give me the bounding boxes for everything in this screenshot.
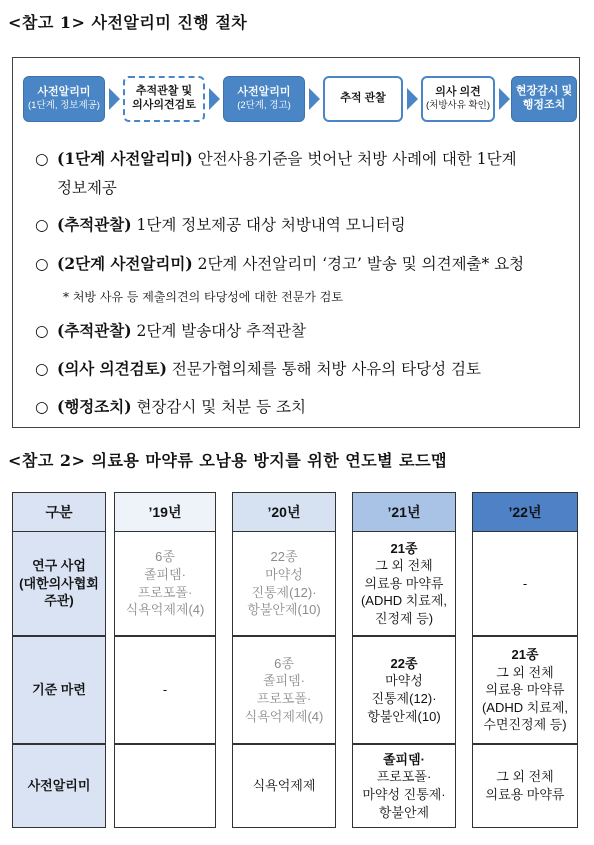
roadmap-cell-r1-y21 xyxy=(352,636,456,744)
cell-line: 졸피뎀· xyxy=(262,673,305,689)
item-text-cont: 정보제공 xyxy=(57,179,117,197)
cell-line: 프로포폴· xyxy=(256,691,312,706)
roadmap-cell-r2-y20 xyxy=(232,744,336,828)
cell-line: 사전알리미 xyxy=(27,778,91,794)
item-heading: (1단계 사전알리미) xyxy=(57,149,193,168)
roadmap-cell-r0-y22 xyxy=(472,531,578,636)
cell-line: 기준 마련 xyxy=(32,682,86,698)
cell-line: 프로포폴· xyxy=(376,769,432,785)
roadmap-cell-r2-label xyxy=(12,744,106,828)
cell-line: 졸피뎀· xyxy=(143,566,186,582)
cell-line: 22종 xyxy=(270,549,298,565)
cell-line: 식욕억제제(4) xyxy=(125,602,205,618)
cell-line: - xyxy=(522,575,528,591)
cell-line: 프로포폴· xyxy=(137,584,193,600)
header-cell-1 xyxy=(114,492,216,532)
roadmap-cell-r2-y21 xyxy=(352,744,456,828)
cell-line: 식욕억제제(4) xyxy=(244,708,324,724)
item-heading: (2단계 사전알리미) xyxy=(57,254,193,273)
bullet-icon: ○ xyxy=(35,398,49,416)
cell-line: 의료용 마약류 xyxy=(485,787,565,802)
cell-line: 항불안제 xyxy=(378,804,430,820)
cell-line: 그 외 전체 xyxy=(496,664,554,680)
cell-line: 6종 xyxy=(274,655,294,671)
arrow-right-icon xyxy=(407,88,418,110)
flow-step-5 xyxy=(421,76,495,122)
item-text: 안전사용기준을 벗어난 처방 사례에 대한 1단계 xyxy=(192,150,517,168)
cell-line: 그 외 전체 xyxy=(496,769,554,785)
flow-step-1-title: 사전알리미 xyxy=(37,86,91,99)
header-label: ’20년 xyxy=(267,503,301,520)
flow-step-3-sub: (2단계, 경고) xyxy=(237,99,291,111)
section2-title: <참고 2> 의료용 마약류 오남용 방지를 위한 연도별 로드맵 xyxy=(8,451,448,470)
header-label: ’22년 xyxy=(508,503,542,520)
procedure-item-3 xyxy=(35,249,555,279)
header-label: 구분 xyxy=(45,503,73,520)
roadmap-cell-r2-y19 xyxy=(114,744,216,828)
flow-step-6-title: 현장감시 및 xyxy=(515,85,573,98)
flow-step-3-title: 사전알리미 xyxy=(237,86,291,99)
bullet-icon: ○ xyxy=(35,216,49,234)
cell-line: 의료용 마약류 xyxy=(364,575,444,591)
roadmap-cell-r1-label xyxy=(12,636,106,744)
cell-line: (ADHD 치료제, xyxy=(481,699,569,715)
cell-line: 진통제(12)· xyxy=(371,691,437,706)
cell-line: 그 외 전체 xyxy=(375,558,433,574)
cell-line: 연구 사업 xyxy=(32,558,86,574)
cell-line: 마약성 xyxy=(265,566,303,582)
roadmap-cell-r1-y19 xyxy=(114,636,216,744)
header-label: ’19년 xyxy=(148,503,182,520)
cell-line: (대한의사협회 xyxy=(19,575,99,591)
item-heading: (행정조치) xyxy=(57,397,132,416)
cell-line: 졸피뎀· xyxy=(382,751,425,767)
procedure-item-5 xyxy=(35,354,555,384)
procedure-item-6 xyxy=(35,392,555,422)
roadmap-cell-r1-y22 xyxy=(472,636,578,744)
procedure-box xyxy=(12,57,580,428)
flow-step-4-title: 추적 관찰 xyxy=(340,92,386,105)
item-heading: (추적관찰) xyxy=(57,215,132,234)
arrow-right-icon xyxy=(209,88,220,110)
section1-title: <참고 1> 사전알리미 진행 절차 xyxy=(8,13,248,32)
roadmap-cell-r0-label xyxy=(12,531,106,636)
cell-line: 마약성 진통제· xyxy=(362,787,446,802)
flow-step-6 xyxy=(511,76,577,122)
flow-step-2-title: 추적관찰 및 xyxy=(135,85,193,98)
roadmap-cell-r1-y20 xyxy=(232,636,336,744)
item-text: 2단계 사전알리미 ‘경고’ 발송 및 의견제출* 요청 xyxy=(192,255,525,273)
arrow-right-icon xyxy=(499,88,510,110)
cell-line: 마약성 xyxy=(385,673,423,689)
cell-line: 21종 xyxy=(511,647,539,663)
item-heading: (추적관찰) xyxy=(57,321,132,340)
cell-line: 진통제(12)· xyxy=(251,584,317,600)
flow-step-1 xyxy=(23,76,105,122)
cell-line: 21종 xyxy=(390,540,418,556)
procedure-item-2 xyxy=(35,210,555,240)
roadmap-cell-r0-y21 xyxy=(352,531,456,636)
arrow-right-icon xyxy=(109,88,120,110)
arrow-right-icon xyxy=(309,88,320,110)
cell-line: 항불안제(10) xyxy=(367,708,441,724)
cell-line: 식욕억제제 xyxy=(252,778,316,794)
header-cell-4 xyxy=(472,492,578,532)
item-heading: (의사 의견검토) xyxy=(57,359,167,378)
flow-step-3 xyxy=(223,76,305,122)
cell-line: 주관) xyxy=(44,593,74,609)
item-text: 1단계 정보제공 대상 처방내역 모니터링 xyxy=(131,216,406,234)
item-text: 현장감시 및 처분 등 조치 xyxy=(131,398,306,416)
cell-line: 6종 xyxy=(155,549,175,565)
cell-line: 22종 xyxy=(390,655,418,671)
header-cell-2 xyxy=(232,492,336,532)
bullet-icon: ○ xyxy=(35,322,49,340)
cell-line: 진정제 등) xyxy=(374,610,434,626)
cell-line: 수면진정제 등) xyxy=(483,717,567,733)
roadmap-cell-r2-y22 xyxy=(472,744,578,828)
bullet-icon: ○ xyxy=(35,360,49,378)
item-text: 전문가협의체를 통해 처방 사유의 타당성 검토 xyxy=(166,360,481,378)
header-cell-0 xyxy=(12,492,106,532)
procedure-item-4 xyxy=(35,316,555,346)
flow-step-5-sub: (처방사유 확인) xyxy=(425,99,491,111)
cell-line: 의료용 마약류 xyxy=(485,682,565,698)
bullet-icon: ○ xyxy=(35,255,49,273)
bullet-icon: ○ xyxy=(35,150,49,168)
flow-step-5-title: 의사 의견 xyxy=(435,86,481,99)
cell-line: - xyxy=(162,682,168,698)
flow-step-6-sub: 행정조치 xyxy=(522,99,566,111)
flow-step-2-sub: 의사의견검토 xyxy=(132,99,196,111)
header-cell-3 xyxy=(352,492,456,532)
flow-step-2 xyxy=(123,76,205,122)
procedure-item-1 xyxy=(35,144,555,203)
procedure-note: * 처방 사유 등 제출의견의 타당성에 대한 전문가 검토 xyxy=(63,290,343,304)
flow-step-1-sub: (1단계, 정보제공) xyxy=(28,99,100,111)
procedure-flow xyxy=(23,76,571,122)
roadmap-cell-r0-y19 xyxy=(114,531,216,636)
flow-step-4 xyxy=(323,76,403,122)
header-label: ’21년 xyxy=(387,503,421,520)
cell-line: 항불안제(10) xyxy=(247,602,321,618)
item-text: 2단계 발송대상 추적관찰 xyxy=(131,322,306,340)
roadmap-cell-r0-y20 xyxy=(232,531,336,636)
cell-line: (ADHD 치료제, xyxy=(360,593,448,609)
